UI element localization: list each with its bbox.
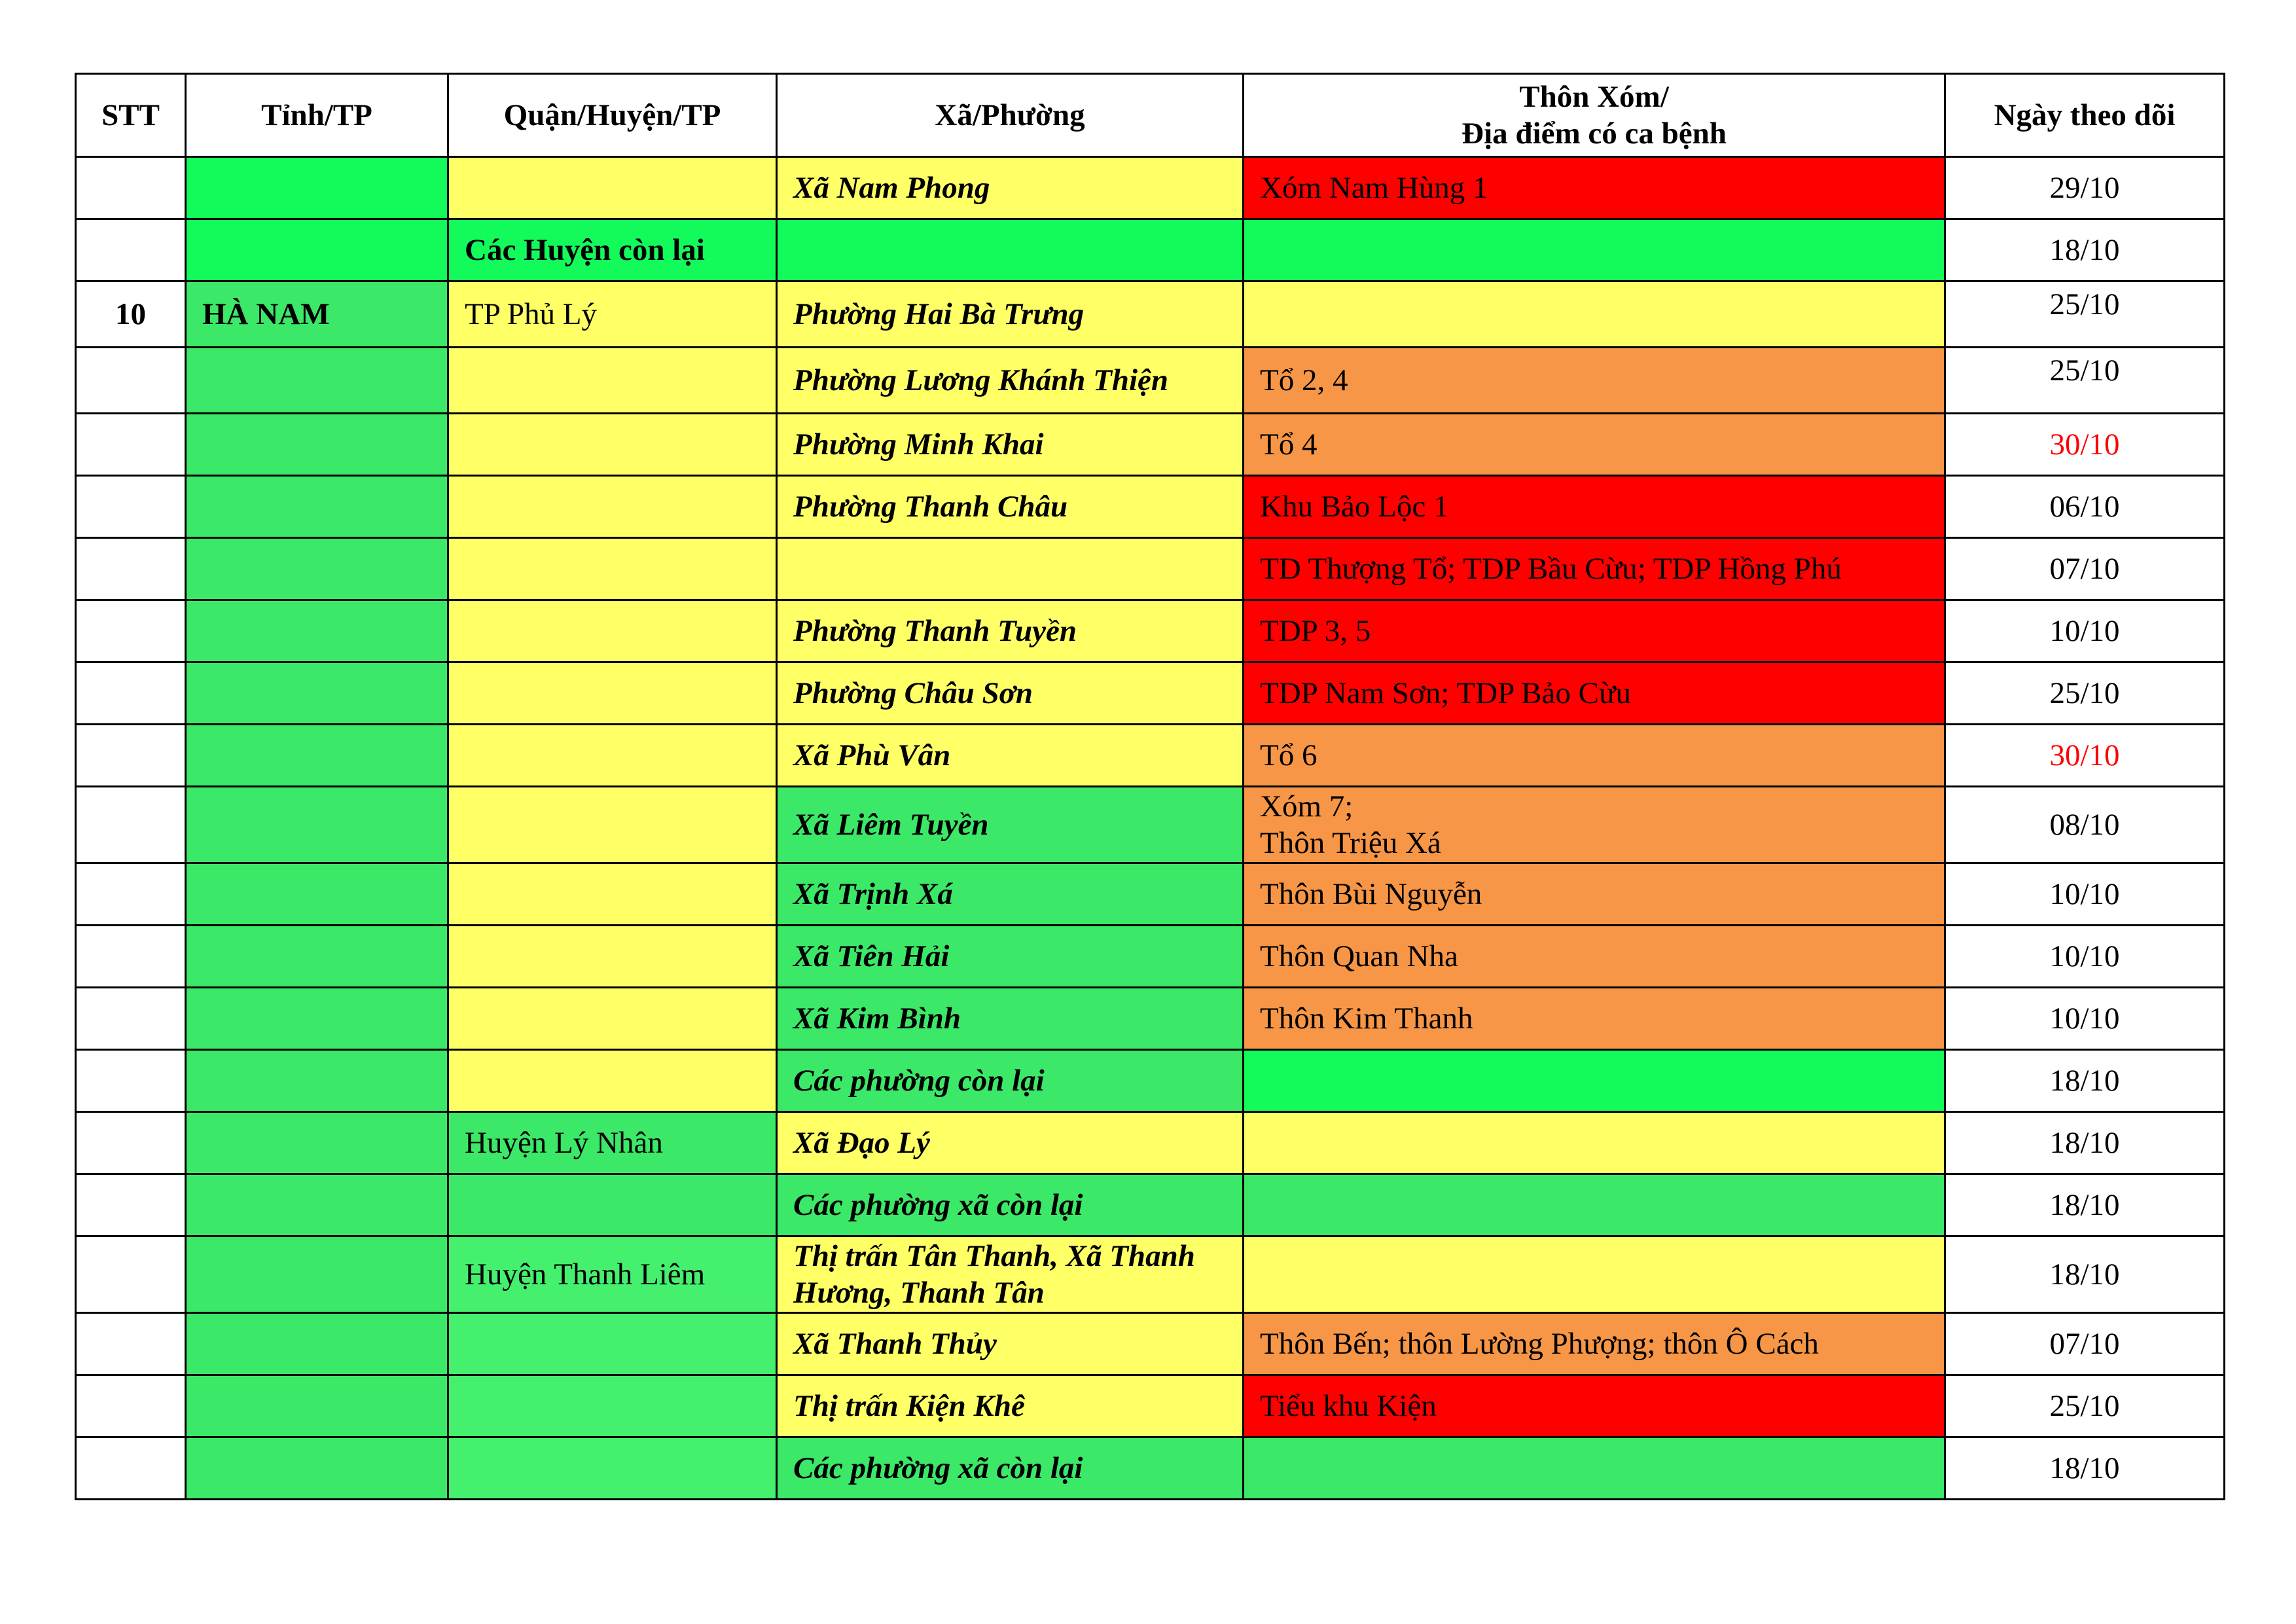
- cell-ward: Xã Trịnh Xá: [777, 863, 1244, 926]
- cell-hamlet-line2: Thôn Triệu Xá: [1260, 826, 1441, 860]
- cell-stt: 10: [76, 281, 186, 348]
- cell-province: [186, 863, 448, 926]
- cell-province: [186, 1050, 448, 1112]
- table-row: [76, 219, 2225, 281]
- cell-hamlet-line1: Xóm 7;: [1260, 789, 1354, 823]
- cell-district: [448, 1174, 777, 1236]
- table-row: [76, 157, 2225, 219]
- cell-date: 30/10: [1945, 414, 2225, 476]
- cell-stt: [76, 219, 186, 281]
- table-row: [76, 1050, 2225, 1112]
- cell-ward: Xã Đạo Lý: [777, 1112, 1244, 1174]
- cell-district: [448, 926, 777, 988]
- table-row: [76, 1174, 2225, 1236]
- cell-ward: Phường Thanh Tuyền: [777, 600, 1244, 662]
- cell-province: [186, 662, 448, 725]
- table-row: [76, 1236, 2225, 1313]
- cell-date: 18/10: [1945, 1174, 2225, 1236]
- cell-district: [448, 1313, 777, 1375]
- table-row: [76, 281, 2225, 348]
- table-row: [76, 538, 2225, 600]
- cell-hamlet: Tổ 4: [1244, 414, 1945, 476]
- cell-hamlet: [1244, 1437, 1945, 1500]
- cell-date: 30/10: [1945, 725, 2225, 787]
- cell-province: [186, 926, 448, 988]
- header-row: [76, 74, 2225, 157]
- table-row: [76, 725, 2225, 787]
- cell-ward-line2: Hương, Thanh Tân: [793, 1276, 1045, 1310]
- cell-district: [448, 348, 777, 414]
- cell-date: 25/10: [1945, 1375, 2225, 1437]
- cell-district: [448, 476, 777, 538]
- cell-hamlet: Thôn Bùi Nguyễn: [1244, 863, 1945, 926]
- table-row: [76, 926, 2225, 988]
- table-row: [76, 600, 2225, 662]
- cell-date: 18/10: [1945, 1236, 2225, 1313]
- cell-hamlet: [1244, 1236, 1945, 1313]
- cell-province: [186, 476, 448, 538]
- table-row: [76, 787, 2225, 863]
- cell-province: [186, 787, 448, 863]
- area-tracking-table: [75, 73, 2225, 1500]
- cell-ward: [777, 538, 1244, 600]
- cell-date: 06/10: [1945, 476, 2225, 538]
- cell-district: [448, 1437, 777, 1500]
- table-row: [76, 662, 2225, 725]
- cell-province: HÀ NAM: [186, 281, 448, 348]
- table-row: [76, 414, 2225, 476]
- table-row: [76, 988, 2225, 1050]
- header-hamlet-line1: Thôn Xóm/: [1519, 80, 1669, 114]
- cell-province: [186, 1375, 448, 1437]
- cell-district: Các Huyện còn lại: [448, 219, 777, 281]
- cell-stt: [76, 1112, 186, 1174]
- cell-ward: Xã Liêm Tuyền: [777, 787, 1244, 863]
- cell-province: [186, 600, 448, 662]
- cell-stt: [76, 725, 186, 787]
- cell-stt: [76, 926, 186, 988]
- cell-ward: Các phường xã còn lại: [777, 1437, 1244, 1500]
- cell-hamlet: Thôn Bến; thôn Lường Phượng; thôn Ô Cách: [1244, 1313, 1945, 1375]
- cell-stt: [76, 787, 186, 863]
- cell-province: [186, 1174, 448, 1236]
- cell-hamlet: [1244, 281, 1945, 348]
- table-row: [76, 476, 2225, 538]
- cell-date: 10/10: [1945, 600, 2225, 662]
- cell-date: 25/10: [1945, 281, 2225, 348]
- cell-ward: Các phường còn lại: [777, 1050, 1244, 1112]
- cell-ward: Thị trấn Kiện Khê: [777, 1375, 1244, 1437]
- cell-hamlet: Thôn Quan Nha: [1244, 926, 1945, 988]
- cell-date: 10/10: [1945, 926, 2225, 988]
- cell-date: 25/10: [1945, 662, 2225, 725]
- cell-stt: [76, 600, 186, 662]
- cell-district: [448, 988, 777, 1050]
- cell-province: [186, 538, 448, 600]
- cell-hamlet: TDP 3, 5: [1244, 600, 1945, 662]
- cell-date: 25/10: [1945, 348, 2225, 414]
- cell-hamlet: TDP Nam Sơn; TDP Bảo Cừu: [1244, 662, 1945, 725]
- cell-province: [186, 725, 448, 787]
- cell-province: [186, 1437, 448, 1500]
- cell-hamlet: [1244, 219, 1945, 281]
- cell-stt: [76, 662, 186, 725]
- cell-ward: Phường Thanh Châu: [777, 476, 1244, 538]
- cell-stt: [76, 348, 186, 414]
- cell-district: [448, 538, 777, 600]
- cell-date: 10/10: [1945, 988, 2225, 1050]
- cell-stt: [76, 1375, 186, 1437]
- cell-date: 18/10: [1945, 1050, 2225, 1112]
- cell-province: [186, 1236, 448, 1313]
- cell-stt: [76, 863, 186, 926]
- cell-hamlet: [1244, 1112, 1945, 1174]
- table-row: [76, 1313, 2225, 1375]
- cell-district: [448, 157, 777, 219]
- cell-province: [186, 157, 448, 219]
- table-row: [76, 1112, 2225, 1174]
- cell-date: 18/10: [1945, 219, 2225, 281]
- cell-date: 29/10: [1945, 157, 2225, 219]
- cell-date: 08/10: [1945, 787, 2225, 863]
- cell-province: [186, 348, 448, 414]
- cell-province: [186, 1112, 448, 1174]
- header-province: Tỉnh/TP: [186, 74, 448, 157]
- cell-district: [448, 787, 777, 863]
- header-stt: STT: [76, 74, 186, 157]
- cell-hamlet: TD Thượng Tổ; TDP Bầu Cừu; TDP Hồng Phú: [1244, 538, 1945, 600]
- cell-district: [448, 1375, 777, 1437]
- cell-stt: [76, 1050, 186, 1112]
- cell-district: [448, 414, 777, 476]
- cell-date: 07/10: [1945, 1313, 2225, 1375]
- cell-ward: Xã Phù Vân: [777, 725, 1244, 787]
- cell-hamlet: [1244, 1174, 1945, 1236]
- cell-district: [448, 725, 777, 787]
- header-ward: Xã/Phường: [777, 74, 1244, 157]
- cell-hamlet: Khu Bảo Lộc 1: [1244, 476, 1945, 538]
- cell-stt: [76, 476, 186, 538]
- table-row: [76, 1375, 2225, 1437]
- cell-ward: Phường Lương Khánh Thiện: [777, 348, 1244, 414]
- cell-ward: Xã Tiên Hải: [777, 926, 1244, 988]
- header-date: Ngày theo dõi: [1945, 74, 2225, 157]
- cell-ward: [777, 1236, 1244, 1313]
- cell-district: Huyện Thanh Liêm: [448, 1236, 777, 1313]
- cell-ward: Xã Kim Bình: [777, 988, 1244, 1050]
- cell-province: [186, 414, 448, 476]
- cell-district: Huyện Lý Nhân: [448, 1112, 777, 1174]
- cell-province: [186, 219, 448, 281]
- table-row: [76, 863, 2225, 926]
- cell-province: [186, 988, 448, 1050]
- cell-district: [448, 600, 777, 662]
- cell-stt: [76, 157, 186, 219]
- cell-hamlet: Tổ 2, 4: [1244, 348, 1945, 414]
- cell-stt: [76, 1236, 186, 1313]
- cell-date: 10/10: [1945, 863, 2225, 926]
- cell-stt: [76, 988, 186, 1050]
- cell-stt: [76, 1313, 186, 1375]
- cell-hamlet: [1244, 1050, 1945, 1112]
- cell-ward: Phường Châu Sơn: [777, 662, 1244, 725]
- cell-hamlet: Tổ 6: [1244, 725, 1945, 787]
- cell-ward-line1: Thị trấn Tân Thanh, Xã Thanh: [793, 1239, 1195, 1273]
- cell-stt: [76, 538, 186, 600]
- cell-stt: [76, 414, 186, 476]
- cell-ward: Phường Minh Khai: [777, 414, 1244, 476]
- table-row: [76, 1437, 2225, 1500]
- table-row: [76, 348, 2225, 414]
- cell-province: [186, 1313, 448, 1375]
- cell-hamlet: Thôn Kim Thanh: [1244, 988, 1945, 1050]
- cell-date: 18/10: [1945, 1112, 2225, 1174]
- header-hamlet: [1244, 74, 1945, 157]
- cell-date: 07/10: [1945, 538, 2225, 600]
- cell-ward: Xã Nam Phong: [777, 157, 1244, 219]
- cell-district: [448, 662, 777, 725]
- cell-stt: [76, 1174, 186, 1236]
- header-district: Quận/Huyện/TP: [448, 74, 777, 157]
- cell-ward: Phường Hai Bà Trưng: [777, 281, 1244, 348]
- cell-stt: [76, 1437, 186, 1500]
- cell-hamlet: [1244, 787, 1945, 863]
- header-hamlet-line2: Địa điểm có ca bệnh: [1462, 117, 1727, 151]
- cell-ward: Các phường xã còn lại: [777, 1174, 1244, 1236]
- cell-district: TP Phủ Lý: [448, 281, 777, 348]
- cell-district: [448, 1050, 777, 1112]
- cell-date: 18/10: [1945, 1437, 2225, 1500]
- cell-district: [448, 863, 777, 926]
- cell-hamlet: Xóm Nam Hùng 1: [1244, 157, 1945, 219]
- cell-ward: [777, 219, 1244, 281]
- cell-ward: Xã Thanh Thủy: [777, 1313, 1244, 1375]
- cell-hamlet: Tiểu khu Kiện: [1244, 1375, 1945, 1437]
